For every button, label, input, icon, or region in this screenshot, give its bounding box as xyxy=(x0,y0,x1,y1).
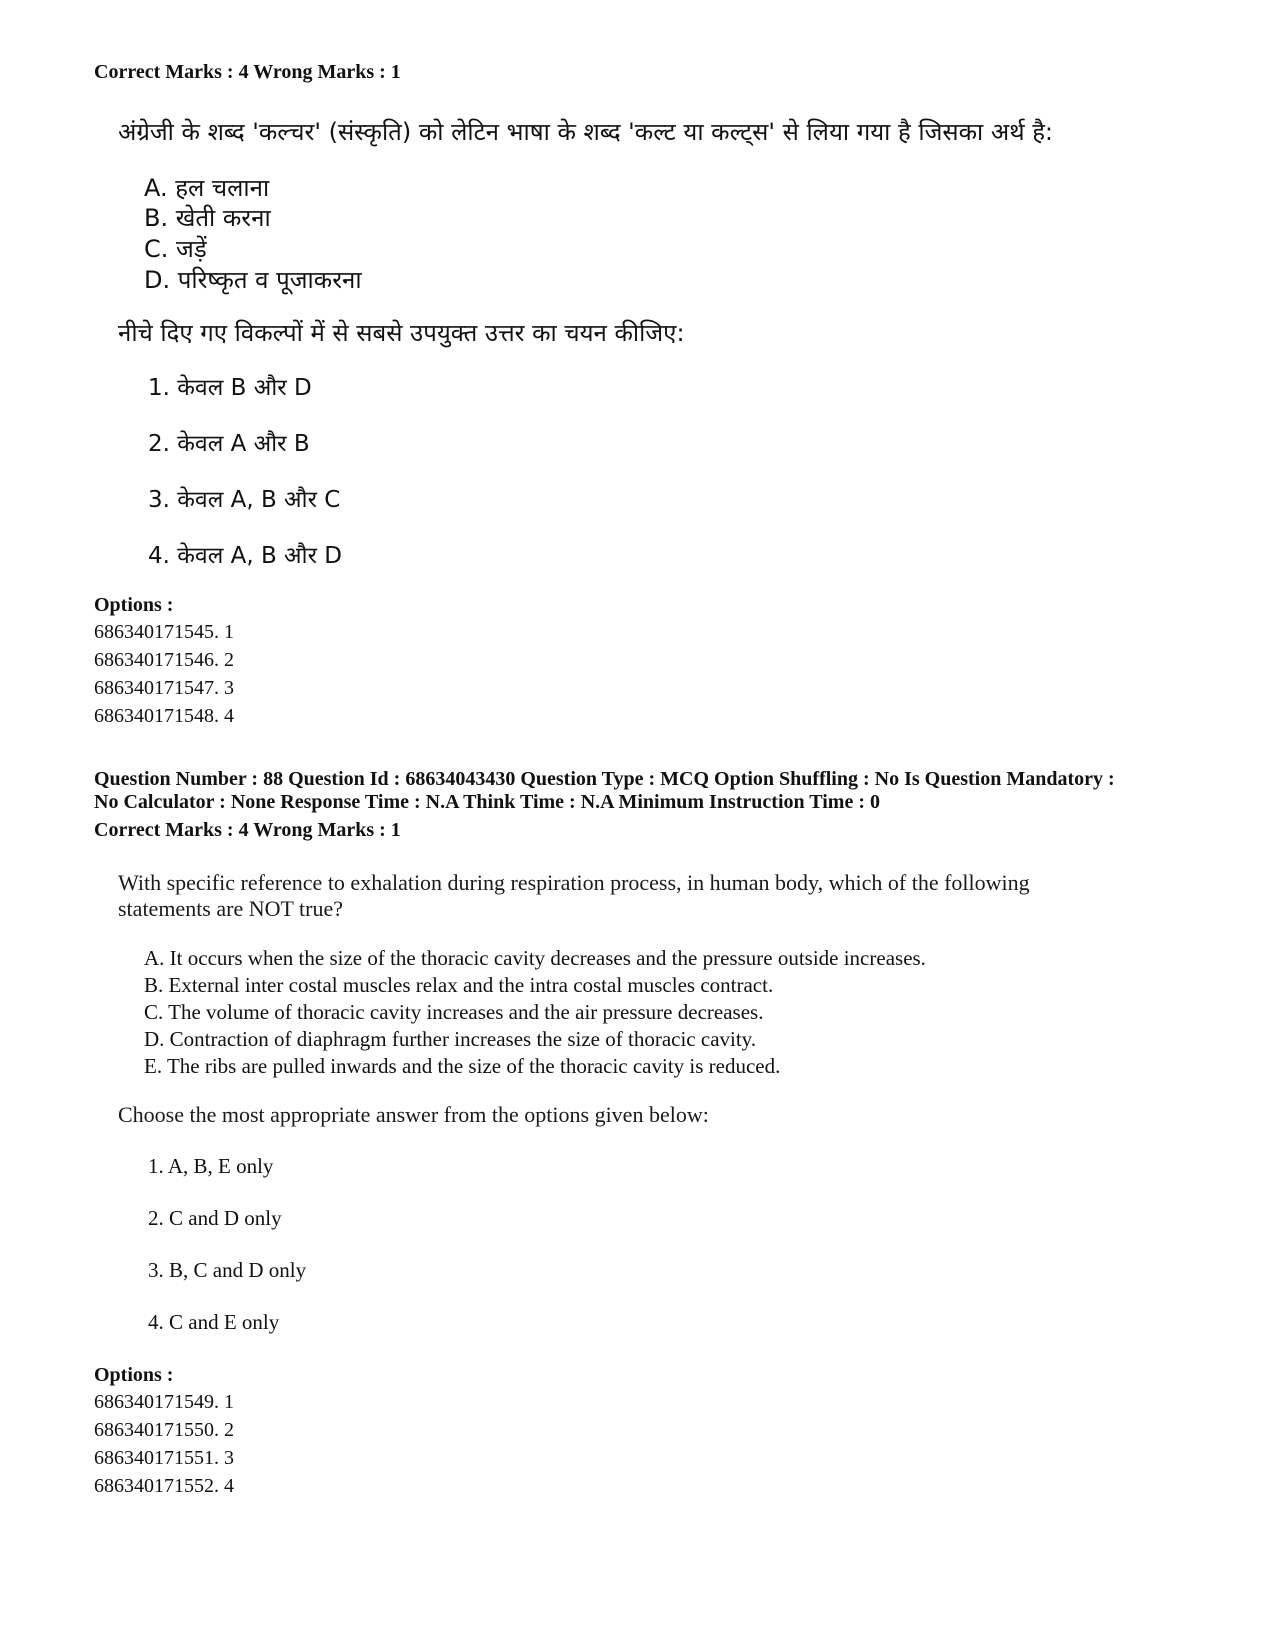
q88-choice-1: 1. A, B, E only xyxy=(148,1154,274,1178)
q88-statement-a: A. It occurs when the size of the thoracic cavity decreases and the pressure outside increases. xyxy=(144,946,926,970)
q87-statement-b: B. खेती करना xyxy=(144,204,271,232)
q88-options-label: Options : xyxy=(94,1364,174,1386)
q87-choice-3: 3. केवल A, B और C xyxy=(148,487,341,513)
q87-option-id-4: 686340171548. 4 xyxy=(94,705,234,727)
q88-option-id-1: 686340171549. 1 xyxy=(94,1391,234,1413)
q87-instruction: नीचे दिए गए विकल्पों में से सबसे उपयुक्त उत्तर का चयन कीजिए: xyxy=(118,319,685,347)
q88-marks: Correct Marks : 4 Wrong Marks : 1 xyxy=(94,819,401,841)
q87-choice-1: 1. केवल B और D xyxy=(148,375,312,401)
q87-option-id-1: 686340171545. 1 xyxy=(94,621,234,643)
q88-question-line1: With specific reference to exhalation during respiration process, in human body, which of the following xyxy=(118,870,1030,895)
q88-option-id-2: 686340171550. 2 xyxy=(94,1419,234,1441)
q88-statement-c: C. The volume of thoracic cavity increases and the air pressure decreases. xyxy=(144,1000,764,1024)
q88-option-id-3: 686340171551. 3 xyxy=(94,1447,234,1469)
q88-option-id-4: 686340171552. 4 xyxy=(94,1475,234,1497)
q88-question-line2: statements are NOT true? xyxy=(118,896,344,921)
q87-choice-4: 4. केवल A, B और D xyxy=(148,543,343,569)
q88-statement-b: B. External inter costal muscles relax and the intra costal muscles contract. xyxy=(144,973,774,997)
q88-statement-e: E. The ribs are pulled inwards and the size of the thoracic cavity is reduced. xyxy=(144,1054,781,1078)
q87-question-text: अंग्रेजी के शब्द 'कल्चर' (संस्कृति) को लेटिन भाषा के शब्द 'कल्ट या कल्ट्स' से लिया गया है जिसका अर्थ है: xyxy=(118,118,1054,146)
q88-instruction: Choose the most appropriate answer from the options given below: xyxy=(118,1102,709,1127)
q88-choice-3: 3. B, C and D only xyxy=(148,1258,307,1282)
q88-choice-4: 4. C and E only xyxy=(148,1310,280,1334)
q87-statement-a: A. हल चलाना xyxy=(144,174,270,202)
q88-header-line2: No Calculator : None Response Time : N.A Think Time : N.A Minimum Instruction Time : 0 xyxy=(94,791,880,813)
q87-option-id-2: 686340171546. 2 xyxy=(94,649,234,671)
q87-option-id-3: 686340171547. 3 xyxy=(94,677,234,699)
q87-choice-2: 2. केवल A और B xyxy=(148,431,310,457)
q88-statement-d: D. Contraction of diaphragm further increases the size of thoracic cavity. xyxy=(144,1027,757,1051)
q87-options-label: Options : xyxy=(94,594,174,616)
q87-marks: Correct Marks : 4 Wrong Marks : 1 xyxy=(94,61,401,83)
q87-statement-d: D. परिष्कृत व पूजाकरना xyxy=(144,266,362,294)
q88-header-line1: Question Number : 88 Question Id : 68634043430 Question Type : MCQ Option Shuffling : No Is Question Mandatory : xyxy=(94,768,1115,790)
q87-statement-c: C. जड़ें xyxy=(144,235,207,263)
q88-choice-2: 2. C and D only xyxy=(148,1206,282,1230)
